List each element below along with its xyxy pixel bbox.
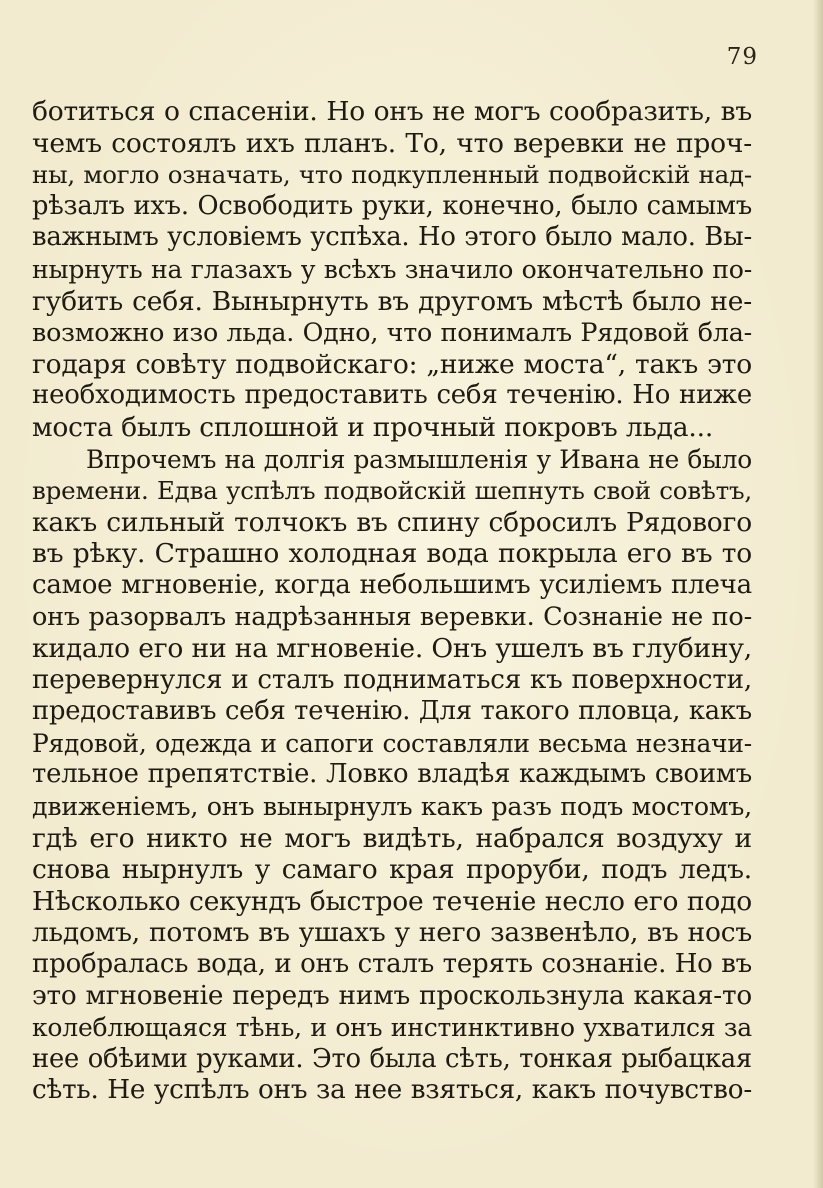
text-line-29: это мгновенiе передъ нимъ проскользнула какая-то [32, 980, 752, 1011]
text-line-25: снова нырнулъ у самаго края проруби, подъ ледъ. [32, 854, 752, 886]
text-line-5: важнымъ условiемъ успѣха. Но этого было мало. Вы- [32, 222, 752, 253]
text-line-20: предоставивъ себя теченiю. Для такого пловца, какъ [32, 696, 752, 727]
text-line-15: въ рѣку. Страшно холодная вода покрыла его въ то [32, 538, 752, 570]
text-line-14: какъ сильный толчокъ въ спину сбросилъ Рядового [32, 506, 752, 538]
text-line-18: кидало его ни на мгновенiе. Онъ ушелъ въ глубину, [32, 633, 752, 665]
text-line-9: годаря совѣту подвойскаго: „ниже моста“, такъ это [32, 348, 752, 380]
text-line-19: перевернулся и сталъ подниматься къ поверхности, [32, 664, 752, 695]
page-number: 79 [726, 44, 758, 70]
text-line-3: ны, могло означать, что подкупленный подвойскiй над- [32, 160, 752, 190]
text-line-8: возможно изо льда. Одно, что понималъ Рядовой бла- [32, 317, 752, 348]
text-line-4: рѣзалъ ихъ. Освободить руки, конечно, было самымъ [32, 190, 752, 221]
text-line-30: колеблющаяся тѣнь, и онъ инстинктивно ухватился за [32, 1013, 752, 1043]
text-line-21: Рядовой, одежда и сапоги составляли весьма незначи- [32, 728, 752, 758]
text-line-17: онъ разорвалъ надрѣзанныя веревки. Сознанiе не по- [32, 601, 752, 632]
text-line-23: движенiемъ, онъ вынырнулъ какъ разъ подъ мостомъ, [32, 792, 752, 822]
text-line-6: нырнуть на глазахъ у всѣхъ значило окончательно по- [32, 254, 752, 284]
text-line-32: сѣть. Не успѣлъ онъ за нее взяться, какъ почувство- [32, 1075, 752, 1106]
text-line-2: чемъ состоялъ ихъ планъ. То, что веревки не проч- [32, 127, 752, 159]
text-line-10: необходимость предоставить себя теченiю. Но ниже [32, 380, 752, 411]
body-text [32, 96, 752, 1107]
text-line-16: самое мгновенiе, когда небольшимъ усилiемъ плеча [32, 569, 752, 600]
text-line-1: ботиться о спасенiи. Но онъ не могъ сообразить, въ [32, 96, 752, 127]
text-line-24: гдѣ его никто не могъ видѣть, набрался воздуху и [32, 822, 752, 854]
text-line-27: льдомъ, потомъ въ ушахъ у него зазвенѣло, въ носъ [32, 917, 752, 949]
page-edge-shadow [813, 0, 823, 1188]
text-line-22: тельное препятствiе. Ловко владѣя каждымъ своимъ [32, 759, 752, 790]
text-line-11: моста былъ сплошной и прочный покровъ льда... [32, 411, 714, 443]
text-line-12: Впрочемъ на долгiя размышленiя у Ивана не было [86, 444, 752, 474]
text-line-26: Нѣсколько секундъ быстрое теченiе несло его подо [32, 885, 752, 917]
text-line-7: губить себя. Вынырнуть въ другомъ мѣстѣ было не- [32, 285, 752, 317]
text-line-28: пробралась вода, и онъ сталъ терять сознанiе. Но въ [32, 949, 752, 980]
text-line-13: времени. Едва успѣлъ подвойскiй шепнуть свой совѣтъ, [32, 476, 752, 506]
text-line-31: нее обѣими руками. Это была сѣть, тонкая рыбацкая [32, 1043, 752, 1074]
